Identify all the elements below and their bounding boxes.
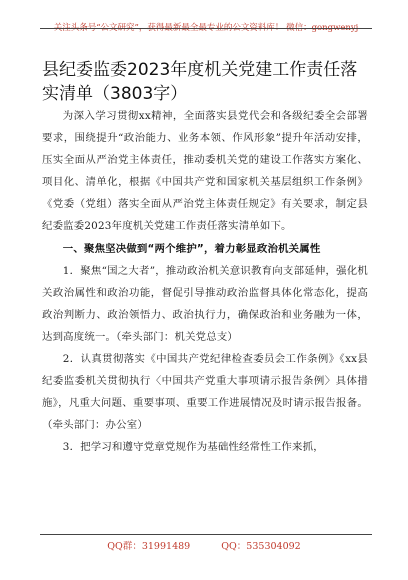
list-item-1: 1．聚焦“国之大者”，推动政治机关意识教育向支部延伸，强化机关政治属性和政治功能，督促引导推动政治监督具体化常态化，提高政治判断力、政治领悟力、政治执行力，确保政治和业务融为一体，达到高度统一。（牵头部门：机关党总支） [42, 264, 368, 343]
list-item-3: 3．把学习和遵守党章党规作为基础性经常性工作来抓， [62, 441, 324, 454]
footer-divider [40, 534, 372, 535]
document-body [42, 105, 368, 459]
promo-banner-text: 关注头条号“公文研究”，获得最新最全最专业的公文资料库！ 微信：gongwenyj [53, 23, 359, 33]
qq-number: QQ：535304092 [221, 541, 301, 552]
footer [0, 538, 408, 552]
section-heading-1: 一、聚焦坚决做到“两个维护”，着力彰显政治机关属性 [62, 242, 321, 255]
intro-paragraph: 为深入学习贯彻xx精神，全面落实县党代会和各级纪委全会部署要求，围绕提升“政治能力、业务本领、作风形象”提升年活动安排，压实全面从严治党主体责任，推动委机关党的建设工作落实方案化、项目化、清单化，根据《中国共产党和国家机关基层组织工作条例》《党委（党组）落实全面从严治党主体责任规定》有关要求，制定县纪委监委2023年度机关党建工作责任落实清单如下。 [42, 110, 368, 233]
page-title: 县纪委监委2023年度机关党建工作责任落实清单（3803字） [42, 60, 358, 104]
list-item-2: 2．认真贯彻落实《中国共产党纪律检查委员会工作条例》《xx县纪委监委机关贯彻执行〈中国共产党重大事项请示报告条例〉具体措施》，凡重大问题、重要事项、重要工作进展情况及时请示报告报备。（牵头部门：办公室） [42, 353, 368, 432]
qq-group-number: QQ群：31991489 [107, 541, 191, 552]
header-divider [40, 28, 372, 29]
header-banner [0, 12, 408, 34]
